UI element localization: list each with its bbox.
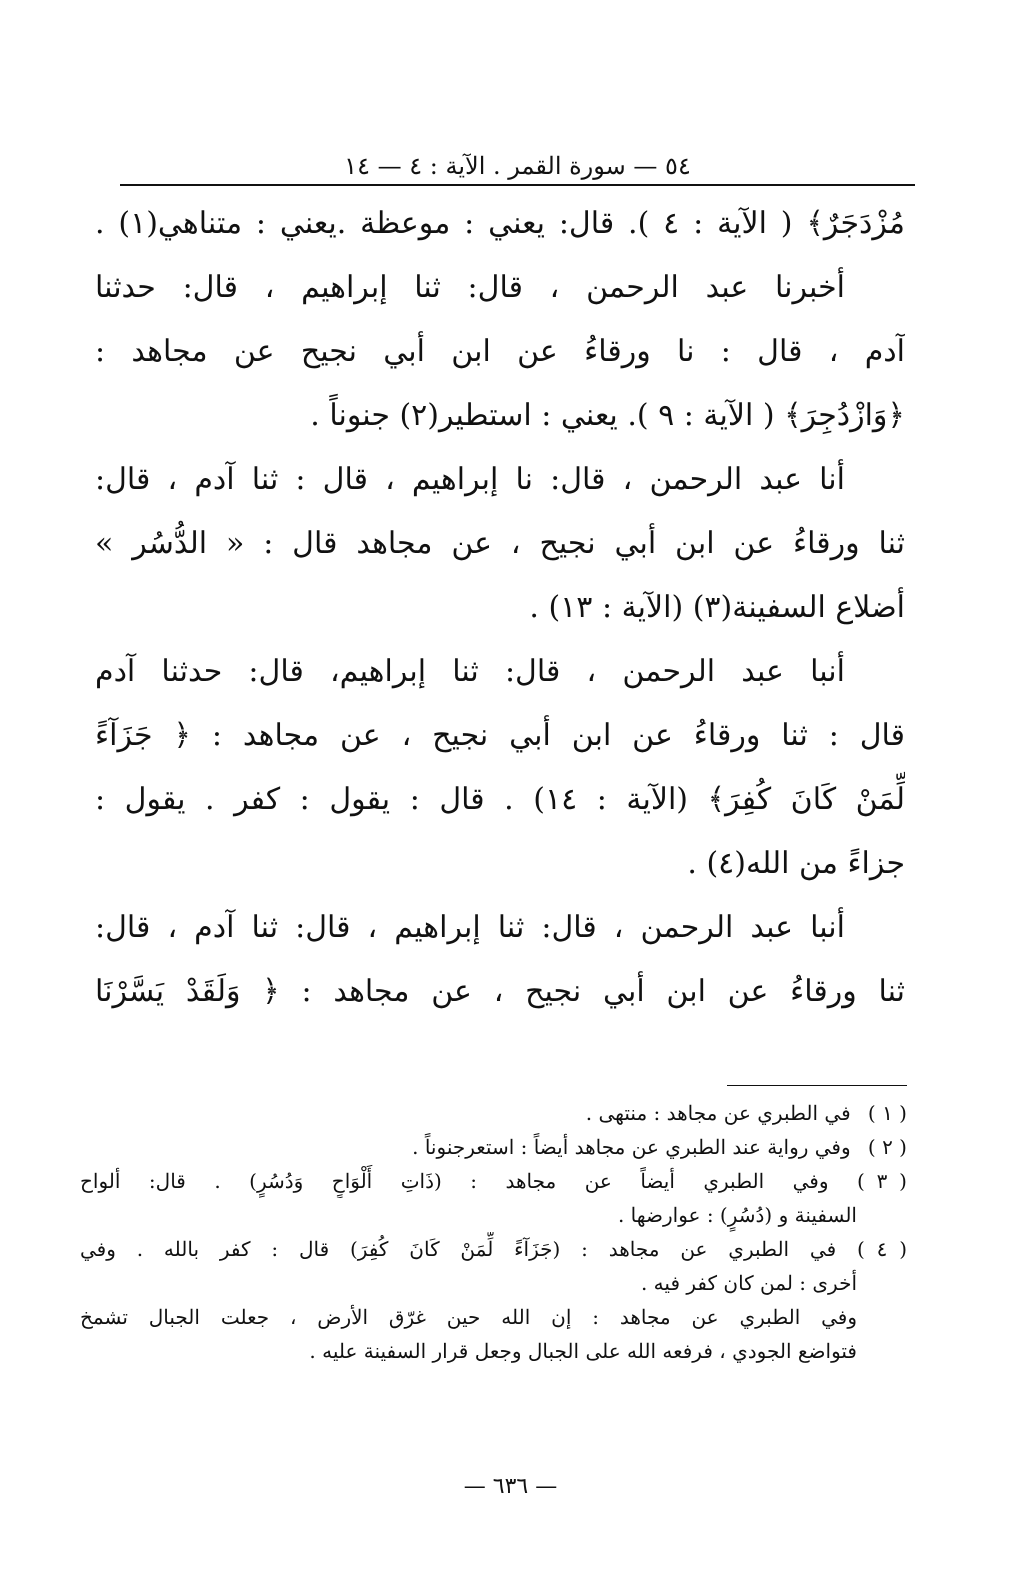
footnote-4	[80, 1232, 907, 1266]
text-line: أنبا عبد الرحمن ، قال: ثنا إبراهيم، قال: حدثنا آدم	[95, 654, 845, 689]
text-line: جزاءً من الله(٤) .	[687, 846, 905, 881]
header-rule	[120, 184, 915, 186]
text-line: لِّمَنْ كَانَ كُفِرَ﴾ (الآية : ١٤) . قال : يقول : كفر . يقول :	[95, 782, 905, 817]
footnote-3	[80, 1164, 907, 1198]
footnote-1	[80, 1096, 907, 1130]
page-number: — ٦٣٦ —	[463, 1474, 558, 1499]
footnote-text: في الطبري عن مجاهد : منتهى .	[585, 1101, 851, 1125]
text-line: قال : ثنا ورقاءُ عن ابن أبي نجيح ، عن مجاهد : ﴿ جَزَآءً	[95, 718, 905, 753]
footnote-text: وفي رواية عند الطبري عن مجاهد أيضاً : استعرجنوناً .	[412, 1135, 851, 1159]
text-line: أنا عبد الرحمن ، قال: نا إبراهيم ، قال : ثنا آدم ، قال:	[95, 462, 845, 497]
text-line: ثنا ورقاءُ عن ابن أبي نجيح ، عن مجاهد : ﴿ وَلَقَدْ يَسَّرْنَا	[95, 974, 905, 1009]
footnote-number: ( ٣ )	[857, 1169, 907, 1193]
footnote-text-cont: السفينة و (دُسُرٍ) : عوارضها .	[617, 1203, 857, 1227]
footnote-number: ( ٤ )	[857, 1237, 907, 1261]
footnote-text: وفي الطبري أيضاً عن مجاهد : (ذَاتِ أَلْوَاحٍ وَدُسُرٍ) . قال: ألواح	[80, 1169, 829, 1193]
text-line: ثنا ورقاءُ عن ابن أبي نجيح ، عن مجاهد قال : « الدُّسُر »	[95, 526, 905, 561]
footnote-number: ( ٢ )	[867, 1135, 907, 1159]
text-line: أنبا عبد الرحمن ، قال: ثنا إبراهيم ، قال: ثنا آدم ، قال:	[95, 910, 845, 945]
main-text	[95, 192, 905, 1024]
footnotes	[80, 1096, 907, 1368]
running-header: ٥٤ — سورة القمر . الآية : ٤ — ١٤	[344, 152, 691, 180]
text-line: أخبرنا عبد الرحمن ، قال: ثنا إبراهيم ، قال: حدثنا	[95, 270, 845, 305]
footnote-rule	[727, 1085, 907, 1086]
footnote-text-cont: أخرى : لمن كان كفر فيه .	[640, 1271, 857, 1295]
footnote-text-cont: فتواضع الجودي ، فرفعه الله على الجبال وجعل قرار السفينة عليه .	[309, 1339, 857, 1363]
footnote-number: ( ١ )	[867, 1101, 907, 1125]
footnote-2	[80, 1130, 907, 1164]
text-line: آدم ، قال : نا ورقاءُ عن ابن أبي نجيح عن مجاهد :	[95, 334, 905, 369]
text-line: مُزْدَجَرٌ﴾ ( الآية : ٤ ). قال: يعني : موعظة .يعني : متناهي(١) .	[95, 206, 905, 241]
text-line: ﴿وَازْدُجِرَ﴾ ( الآية : ٩ ). يعني : استطير(٢) جنوناً .	[310, 398, 905, 433]
footnote-text: في الطبري عن مجاهد : (جَزَآءً لِّمَنْ كَانَ كُفِرَ) قال : كفر بالله . وفي	[80, 1237, 837, 1261]
footnote-text-cont: وفي الطبري عن مجاهد : إن الله حين غرّق الأرض ، جعلت الجبال تشمخ	[80, 1305, 857, 1329]
text-line: أضلاع السفينة(٣) (الآية : ١٣) .	[529, 590, 905, 625]
